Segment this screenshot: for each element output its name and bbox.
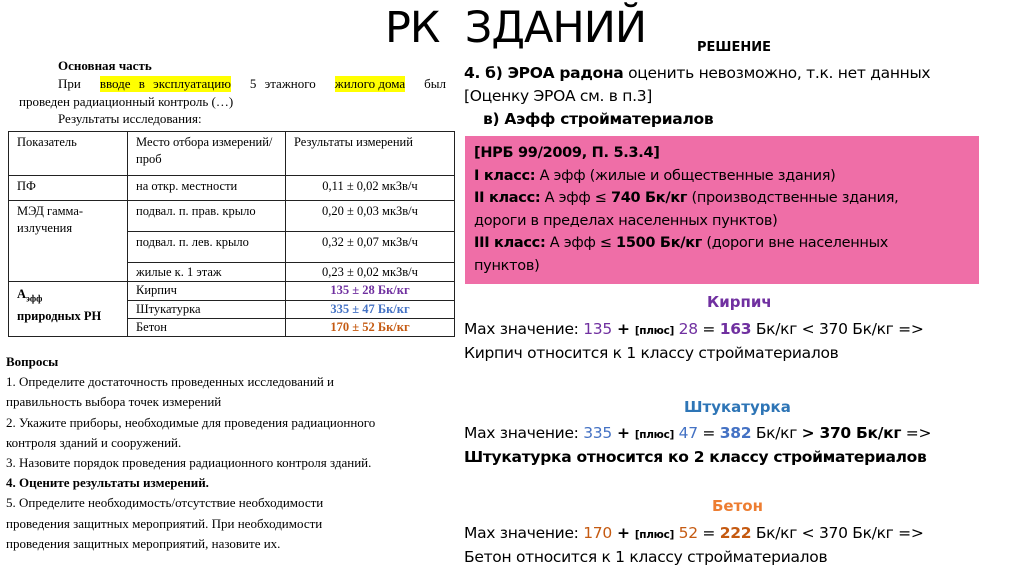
result-cell: 335 ± 47 Бк/кг	[286, 301, 455, 319]
indicator-cell: ПФ	[9, 176, 128, 201]
table-row	[9, 201, 455, 232]
section-title: Основная часть	[58, 58, 152, 73]
plus-sign: +	[611, 524, 635, 542]
slide-title: РК ЗДАНИЙ	[385, 3, 647, 53]
aeff-label: природных РН	[17, 308, 102, 323]
calc-unit: Бк/кг	[751, 320, 802, 338]
brick-conclusion: Кирпич относится к 1 классу стройматериалов	[464, 344, 839, 362]
calc-compare: < 370 Бк/кг	[801, 524, 894, 542]
intro-prefix: При	[58, 76, 81, 91]
radon-label: 4. б) ЭРОА радона	[464, 64, 624, 82]
material-title-brick: Кирпич	[707, 293, 772, 311]
highlight-commissioning: вводе в эксплуатацию	[99, 76, 231, 91]
place-cell: на откр. местности	[128, 176, 286, 201]
implies-arrow: =>	[901, 424, 932, 442]
class-2-pre: А эфф ≤	[540, 190, 611, 206]
plus-sign: +	[611, 424, 635, 442]
class-2-text: (производственные здания,	[687, 190, 899, 206]
class-3-label: III класс:	[474, 235, 546, 251]
calc-compare: > 370 Бк/кг	[801, 424, 902, 442]
class-3-line-2: пунктов)	[474, 257, 540, 274]
question-line: 1. Определите достаточность проведенных исследований и	[6, 374, 334, 390]
calc-value: 135	[583, 320, 612, 338]
questions-title: Вопросы	[6, 354, 59, 369]
result-cell: 0,20 ± 0,03 мкЗв/ч	[286, 201, 455, 232]
result-cell: 170 ± 52 Бк/кг	[286, 319, 455, 337]
class-2-line-2: дороги в пределах населенных пунктов)	[474, 212, 778, 229]
plaster-conclusion: Штукатурка относится ко 2 классу стройматериалов	[464, 448, 927, 466]
questions-block	[6, 352, 375, 554]
calc-sum: 382	[719, 424, 752, 442]
class-2-line	[474, 187, 971, 210]
question-line: контроля зданий и сооружений.	[6, 434, 182, 450]
implies-arrow: =>	[893, 320, 924, 338]
brick-calculation	[464, 318, 924, 342]
intro-mid: 5 этажного	[249, 76, 316, 91]
header-cell: Показатель	[9, 132, 128, 176]
results-label: Результаты исследования:	[58, 111, 202, 126]
result-cell: 0,23 ± 0,02 мкЗв/ч	[286, 263, 455, 282]
norm-reference: [НРБ 99/2009, П. 5.3.4]	[474, 145, 660, 161]
concrete-conclusion: Бетон относится к 1 классу стройматериалов	[464, 548, 828, 566]
solution-line-1	[464, 62, 930, 84]
calc-label: Max значение:	[464, 424, 584, 442]
question-line: правильность выбора точек измерений	[6, 394, 222, 410]
question-line: проведения защитных мероприятий, назовите их.	[6, 535, 281, 551]
table-row	[9, 282, 455, 301]
aeff-subscript: эфф	[26, 293, 43, 304]
class-1-text: А эфф (жилые и общественные здания)	[535, 167, 836, 184]
highlight-residential-house: жилого дома	[334, 76, 406, 91]
result-cell: 0,11 ± 0,02 мкЗв/ч	[286, 176, 455, 201]
plus-word: [плюс]	[634, 325, 674, 337]
class-3-value: 1500 Бк/кг	[616, 235, 703, 251]
question-line-highlighted: 4. Оцените результаты измерений.	[6, 475, 209, 491]
intro-line-2: проведен радиационный контроль (…)	[19, 94, 234, 109]
plaster-calculation	[464, 422, 931, 446]
calc-error: 28	[674, 320, 698, 338]
question-line: 2. Укажите приборы, необходимые для проведения радиационного	[6, 414, 376, 430]
place-cell: подвал. п. прав. крыло	[128, 201, 286, 232]
place-cell: подвал. п. лев. крыло	[128, 232, 286, 263]
result-cell: 0,32 ± 0,07 мкЗв/ч	[286, 232, 455, 263]
calc-label: Max значение:	[464, 524, 584, 542]
equals-sign: =	[697, 524, 720, 542]
calc-error: 47	[674, 424, 698, 442]
material-title-concrete: Бетон	[712, 497, 763, 515]
implies-arrow: =>	[893, 524, 924, 542]
concrete-calculation	[464, 522, 924, 546]
equals-sign: =	[697, 424, 720, 442]
indicator-cell: МЭД гамма-излучения	[9, 201, 128, 282]
class-2-label: II класс:	[474, 190, 541, 206]
calc-compare: < 370 Бк/кг	[801, 320, 894, 338]
place-cell: жилые к. 1 этаж	[128, 263, 286, 282]
header-cell: Результаты измерений	[286, 132, 455, 176]
class-1-label: I класс:	[474, 167, 536, 184]
calc-unit: Бк/кг	[751, 524, 802, 542]
question-line: 3. Назовите порядок проведения радиационного контроля зданий.	[6, 455, 372, 471]
calc-sum: 163	[719, 320, 752, 338]
class-1-line	[474, 165, 971, 188]
table-header-row	[9, 132, 455, 176]
header-cell: Место отбора измерений/проб	[128, 132, 286, 176]
result-cell: 135 ± 28 Бк/кг	[286, 282, 455, 301]
class-3-pre: А эфф ≤	[545, 235, 617, 251]
class-3-text: (дороги вне населенных	[702, 235, 889, 251]
measurement-table	[8, 131, 455, 337]
plus-word: [плюс]	[634, 429, 674, 441]
intro-suffix: был	[424, 76, 446, 91]
calc-value: 170	[583, 524, 612, 542]
material-title-plaster: Штукатурка	[684, 398, 791, 416]
calc-sum: 222	[719, 524, 752, 542]
calc-error: 52	[674, 524, 698, 542]
table-row	[9, 176, 455, 201]
plus-word: [плюс]	[634, 529, 674, 541]
solution-line-3: в) Аэфф стройматериалов	[483, 110, 714, 128]
solution-heading: РЕШЕНИЕ	[697, 40, 771, 55]
calc-unit: Бк/кг	[751, 424, 802, 442]
class-2-value: 740 Бк/кг	[610, 190, 688, 206]
class-3-line	[474, 232, 971, 255]
question-line: 5. Определите необходимость/отсутствие необходимости	[6, 495, 324, 511]
indicator-cell-aeff	[9, 282, 128, 337]
radon-text: оценить невозможно, т.к. нет данных	[623, 64, 931, 82]
norm-box	[465, 136, 979, 284]
question-line: проведения защитных мероприятий. При необходимости	[6, 515, 323, 531]
place-cell: Штукатурка	[128, 301, 286, 319]
intro-line-1	[58, 76, 446, 92]
calc-label: Max значение:	[464, 320, 584, 338]
calc-value: 335	[583, 424, 612, 442]
aeff-symbol: А	[17, 287, 27, 301]
place-cell: Бетон	[128, 319, 286, 337]
equals-sign: =	[697, 320, 720, 338]
place-cell: Кирпич	[128, 282, 286, 301]
solution-line-2: [Оценку ЭРОА см. в п.3]	[464, 87, 653, 105]
plus-sign: +	[611, 320, 635, 338]
